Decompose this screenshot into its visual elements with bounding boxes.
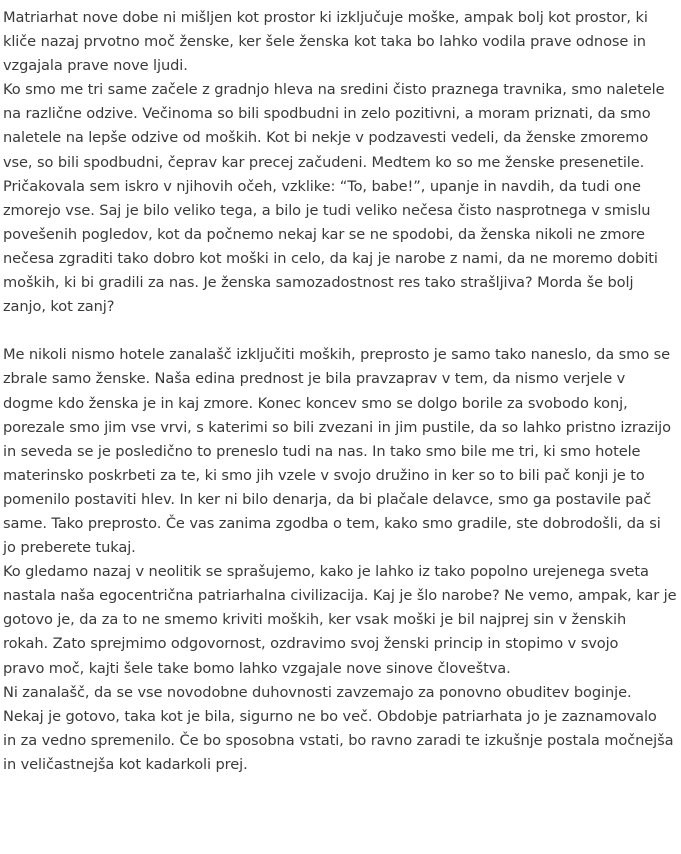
text-line: pravo moč, kajti šele take bomo lahko vzgajale nove sinove človeštva. [3,659,511,677]
text-line: vzgajala prave nove ljudi. [3,57,188,75]
text-line: nečesa zgraditi tako dobro kot moški in celo, da kaj je narobe z nami, da ne moremo dobiti [3,249,658,267]
paragraph-2 [3,78,681,319]
text-line: Nekaj je gotovo, taka kot je bila, sigurno ne bo več. Obdobje patriarhata jo je zaznamovalo [3,707,657,725]
paragraph-1 [3,6,681,78]
text-line: zbrale samo ženske. Naša edina prednost je bila pravzaprav v tem, da nismo verjele v [3,370,626,388]
text-line: zmorejo vse. Saj je bilo veliko tega, a bilo je tudi veliko nečesa čisto nasprotnega v smislu [3,201,651,219]
text-line: jo preberete tukaj. [3,539,136,557]
text-line: dogme kdo ženska je in kaj zmore. Konec koncev smo se dolgo borile za svobodo konj, [3,394,628,412]
text-line: Ko gledamo nazaj v neolitik se sprašujemo, kako je lahko iz tako popolno urejenega sveta [3,563,649,581]
text-line: Matriarhat nove dobe ni mišljen kot prostor ki izključuje moške, ampak bolj kot prostor, ki [3,9,648,26]
text-line: in seveda se je posledično to preneslo tudi na nas. In tako smo bile me tri, ki smo hotele [3,442,641,460]
text-line: Ni zanalašč, da se vse novodobne duhovnosti zavzemajo za ponovno obuditev boginje. [3,683,632,701]
text-line: vse, so bili spodbudni, čeprav kar precej začudeni. Medtem ko so me ženske presenetile. [3,153,645,171]
paragraph-3 [3,343,681,560]
text-line: moških, ki bi gradili za nas. Je ženska samozadostnost res tako strašljiva? Morda še bolj [3,274,634,292]
text-line: materinsko poskrbeti za te, ki smo jih vzele v svojo družino in ker so to bili pač konji je to [3,466,645,484]
text-line: naletele na lepše odzive od moških. Kot bi nekje v podzavesti vedeli, da ženske zmoremo [3,129,649,147]
text-line: Me nikoli nismo hotele zanalašč izključiti moških, preprosto je samo tako naneslo, da smo se [3,346,670,364]
text-line: na različne odzive. Večinoma so bili spodbudni in zelo pozitivni, a moram priznati, da smo [3,105,651,123]
paragraph-5 [3,681,681,777]
paragraph-gap [3,319,681,343]
text-line: porezale smo jim vse vrvi, s katerimi so bili zvezani in jim pustile, da so lahko pristno izrazijo [3,418,671,436]
text-line: rokah. Zato sprejmimo odgovornost, ozdravimo svoj ženski princip in stopimo v svojo [3,635,619,653]
text-line: nastala naša egocentrična patriarhalna civilizacija. Kaj je šlo narobe? Ne vemo, ampak, kar je [3,587,677,605]
text-line: same. Tako preprosto. Če vas zanima zgodba o tem, kako smo gradile, ste dobrodošli, da si [3,514,661,532]
text-line: povešenih pogledov, kot da počnemo nekaj kar se ne spodobi, da ženska nikoli ne zmore [3,225,645,243]
text-line: zanjo, kot zanj? [3,298,115,316]
text-line: Pričakovala sem iskro v njihovih očeh, vzklike: “To, babe!”, upanje in navdih, da tudi one [3,177,641,195]
text-line: gotovo je, da za to ne smemo kriviti moških, ker vsak moški je bil najprej sin v ženskih [3,611,627,629]
text-line: in veličastnejša kot kadarkoli prej. [3,755,248,773]
text-line: Ko smo me tri same začele z gradnjo hleva na sredini čisto praznega travnika, smo naletele [3,81,665,99]
paragraph-4 [3,560,681,680]
text-line: pomenilo postaviti hlev. In ker ni bilo denarja, da bi plačale delavce, smo ga postavile pač [3,490,652,508]
text-line: kliče nazaj prvotno moč ženske, ker šele ženska kot taka bo lahko vodila prave odnose in [3,33,646,51]
text-line: in za vedno spremenilo. Če bo sposobna vstati, bo ravno zaradi te izkušnje postala močnejša [3,731,674,749]
